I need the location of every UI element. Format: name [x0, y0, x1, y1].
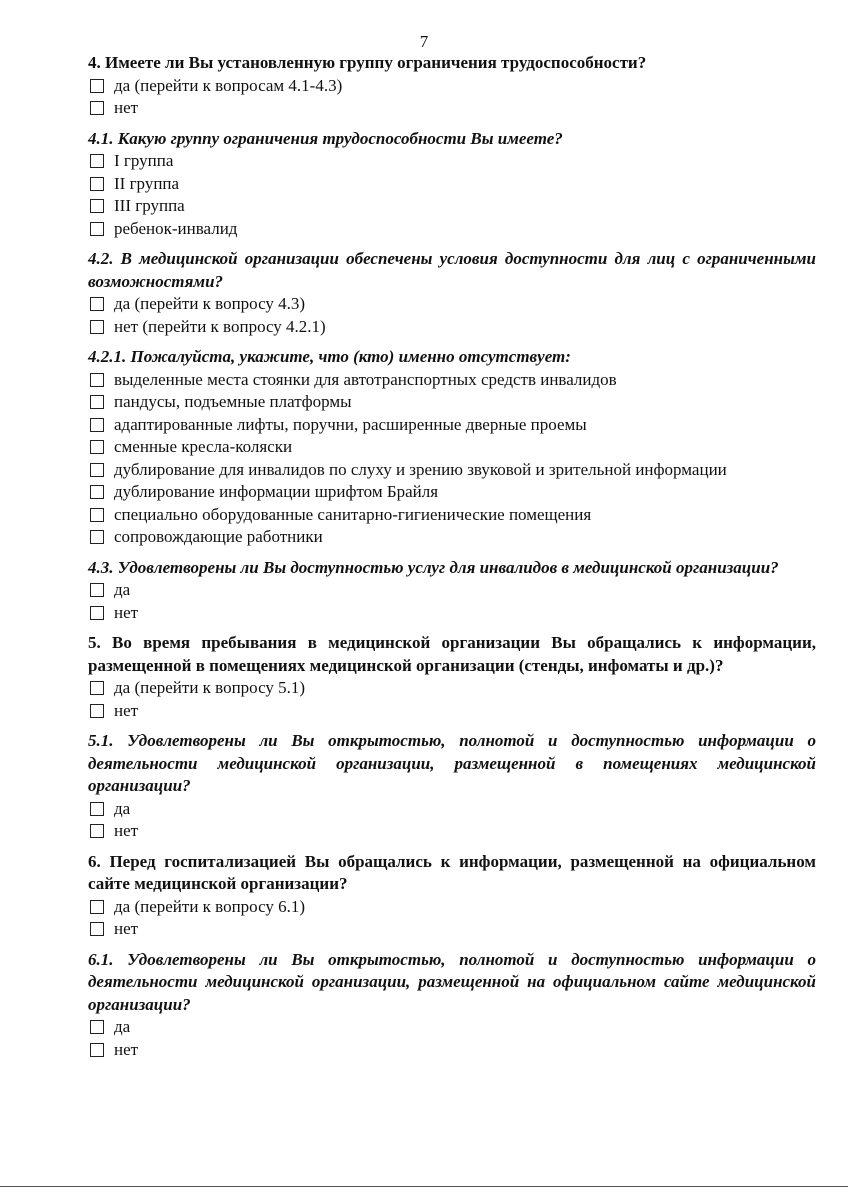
- footer-divider: [0, 1186, 848, 1187]
- question-4-2-1: [88, 346, 816, 549]
- checkbox-icon[interactable]: [90, 79, 104, 93]
- option-label: сопровождающие работники: [114, 527, 323, 546]
- option-checkbox[interactable]: [88, 459, 816, 482]
- question-4: [88, 52, 816, 120]
- checkbox-icon[interactable]: [90, 530, 104, 544]
- checkbox-icon[interactable]: [90, 922, 104, 936]
- checkbox-icon[interactable]: [90, 485, 104, 499]
- option-checkbox[interactable]: [88, 97, 816, 120]
- checkbox-icon[interactable]: [90, 606, 104, 620]
- option-checkbox[interactable]: [88, 526, 816, 549]
- option-label: нет (перейти к вопросу 4.2.1): [114, 316, 326, 336]
- option-checkbox[interactable]: [88, 602, 816, 625]
- page-number: 7: [419, 32, 429, 51]
- checkbox-icon[interactable]: [90, 900, 104, 914]
- checkbox-icon[interactable]: [90, 681, 104, 695]
- checkbox-icon[interactable]: [90, 824, 104, 838]
- option-checkbox[interactable]: [88, 316, 816, 339]
- checkbox-icon[interactable]: [90, 440, 104, 454]
- question-text: 6. Перед госпитализацией Вы обращались к информации, размещенной на официальном сайте медицинской организации?: [88, 851, 816, 893]
- option-checkbox[interactable]: [88, 1039, 816, 1062]
- question-4-3: [88, 557, 816, 625]
- option-checkbox[interactable]: [88, 677, 816, 700]
- checkbox-icon[interactable]: [90, 297, 104, 311]
- question-text: 5.1. Удовлетворены ли Вы открытостью, полнотой и доступностью информации о деятельности медицинской организации, размещенной в помещениях медицинской организации?: [88, 731, 816, 795]
- checkbox-icon[interactable]: [90, 508, 104, 522]
- checkbox-icon[interactable]: [90, 154, 104, 168]
- option-checkbox[interactable]: [88, 369, 816, 392]
- option-label: ребенок-инвалид: [114, 218, 238, 238]
- option-label: да: [114, 798, 131, 818]
- option-label: сменные кресла-коляски: [114, 437, 293, 456]
- question-5-1: [88, 730, 816, 843]
- option-label: II группа: [114, 173, 180, 193]
- option-label: да (перейти к вопросу 4.3): [114, 294, 306, 313]
- questionnaire: [88, 52, 816, 1069]
- option-checkbox[interactable]: [88, 700, 816, 723]
- option-checkbox[interactable]: [88, 75, 816, 98]
- option-checkbox[interactable]: [88, 293, 816, 316]
- option-label: выделенные места стоянки для автотранспортных средств инвалидов: [114, 369, 617, 389]
- option-label: да (перейти к вопросу 5.1): [114, 678, 306, 697]
- option-label: дублирование информации шрифтом Брайля: [114, 482, 439, 501]
- question-6: [88, 851, 816, 941]
- question-4-2: [88, 248, 816, 338]
- option-label: нет: [114, 821, 139, 840]
- checkbox-icon[interactable]: [90, 418, 104, 432]
- option-label: специально оборудованные санитарно-гигиенические помещения: [114, 504, 592, 524]
- checkbox-icon[interactable]: [90, 222, 104, 236]
- checkbox-icon[interactable]: [90, 101, 104, 115]
- question-text: 4.3. Удовлетворены ли Вы доступностью услуг для инвалидов в медицинской организации?: [88, 557, 779, 577]
- option-checkbox[interactable]: [88, 820, 816, 843]
- option-label: III группа: [114, 196, 185, 215]
- option-label: нет: [114, 98, 139, 117]
- question-text: 5. Во время пребывания в медицинской организации Вы обращались к информации, размещенной в помещениях медицинской организации (стенды, инфоматы и др.)?: [88, 633, 816, 675]
- option-checkbox[interactable]: [88, 798, 816, 821]
- option-checkbox[interactable]: [88, 504, 816, 527]
- question-text: 4. Имеете ли Вы установленную группу ограничения трудоспособности?: [88, 53, 647, 72]
- checkbox-icon[interactable]: [90, 373, 104, 387]
- checkbox-icon[interactable]: [90, 463, 104, 477]
- option-label: нет: [114, 602, 139, 622]
- option-checkbox[interactable]: [88, 481, 816, 504]
- option-checkbox[interactable]: [88, 195, 816, 218]
- option-checkbox[interactable]: [88, 1016, 816, 1039]
- option-label: адаптированные лифты, поручни, расширенные дверные проемы: [114, 414, 587, 434]
- question-text: 6.1. Удовлетворены ли Вы открытостью, полнотой и доступностью информации о деятельности медицинской организации, размещенной на официальном сайте медицинской организации?: [88, 949, 816, 1014]
- checkbox-icon[interactable]: [90, 177, 104, 191]
- checkbox-icon[interactable]: [90, 320, 104, 334]
- option-label: пандусы, подъемные платформы: [114, 392, 352, 411]
- checkbox-icon[interactable]: [90, 704, 104, 718]
- option-checkbox[interactable]: [88, 173, 816, 196]
- question-text: 4.2.1. Пожалуйста, укажите, что (кто) именно отсутствует:: [88, 347, 571, 366]
- checkbox-icon[interactable]: [90, 1020, 104, 1034]
- option-checkbox[interactable]: [88, 896, 816, 919]
- option-label: да (перейти к вопросам 4.1-4.3): [114, 75, 343, 95]
- checkbox-icon[interactable]: [90, 199, 104, 213]
- option-checkbox[interactable]: [88, 579, 816, 602]
- question-text: 4.2. В медицинской организации обеспечены условия доступности для лиц с ограниченными возможностями?: [88, 249, 816, 291]
- option-label: да: [114, 1017, 131, 1036]
- option-label: I группа: [114, 151, 174, 170]
- option-checkbox[interactable]: [88, 436, 816, 459]
- option-label: да: [114, 580, 131, 599]
- checkbox-icon[interactable]: [90, 1043, 104, 1057]
- option-label: дублирование для инвалидов по слуху и зрению звуковой и зрительной информации: [114, 459, 727, 479]
- question-4-1: [88, 128, 816, 241]
- checkbox-icon[interactable]: [90, 802, 104, 816]
- option-label: нет: [114, 700, 139, 720]
- option-checkbox[interactable]: [88, 150, 816, 173]
- option-label: нет: [114, 919, 139, 938]
- checkbox-icon[interactable]: [90, 395, 104, 409]
- option-label: да (перейти к вопросу 6.1): [114, 896, 306, 916]
- option-checkbox[interactable]: [88, 414, 816, 437]
- option-checkbox[interactable]: [88, 918, 816, 941]
- option-checkbox[interactable]: [88, 218, 816, 241]
- question-text: 4.1. Какую группу ограничения трудоспособности Вы имеете?: [88, 128, 563, 148]
- question-5: [88, 632, 816, 722]
- question-6-1: [88, 949, 816, 1062]
- checkbox-icon[interactable]: [90, 583, 104, 597]
- option-checkbox[interactable]: [88, 391, 816, 414]
- option-label: нет: [114, 1039, 139, 1059]
